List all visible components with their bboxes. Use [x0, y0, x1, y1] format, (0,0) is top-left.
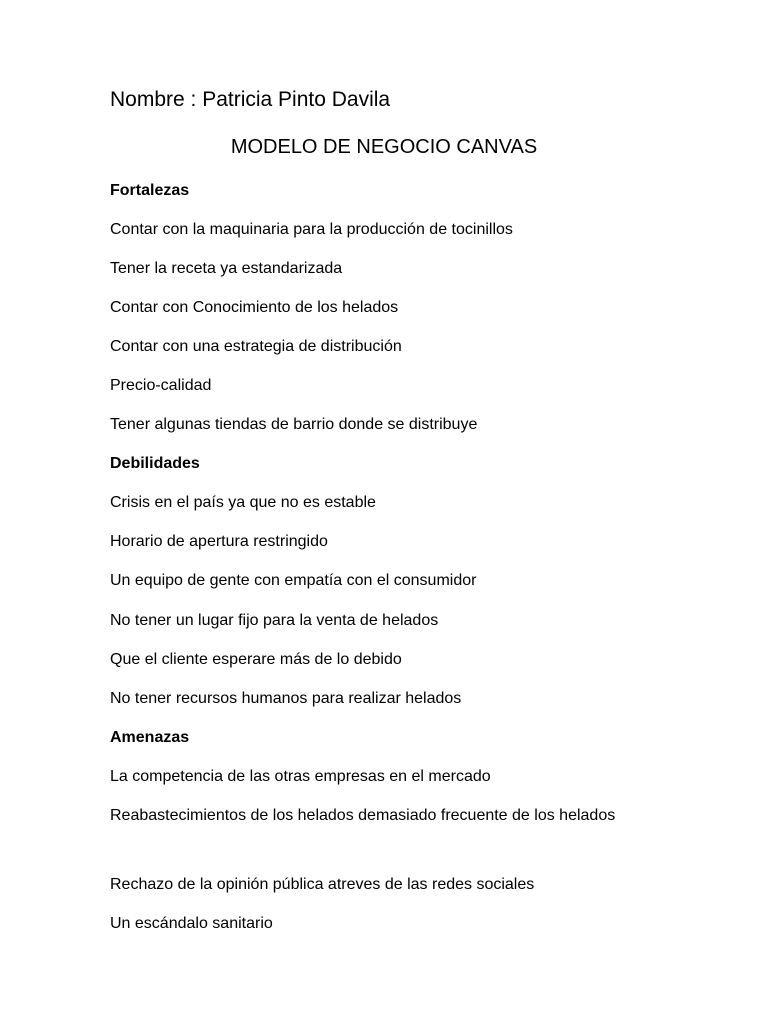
list-item: Que el cliente esperare más de lo debido [110, 651, 402, 668]
list-item: No tener recursos humanos para realizar helados [110, 690, 462, 707]
list-item: Tener algunas tiendas de barrio donde se distribuye [110, 416, 478, 433]
list-item: Contar con la maquinaria para la producción de tocinillos [110, 221, 513, 238]
list-item: Precio-calidad [110, 377, 212, 394]
list-item: Un escándalo sanitario [110, 915, 273, 932]
list-item: Contar con una estrategia de distribución [110, 338, 402, 355]
list-item: Un equipo de gente con empatía con el consumidor [110, 572, 477, 589]
list-item: Rechazo de la opinión pública atreves de las redes sociales [110, 876, 535, 893]
list-item: Tener la receta ya estandarizada [110, 260, 343, 277]
section-heading-fortalezas: Fortalezas [110, 182, 190, 199]
section-heading-amenazas: Amenazas [110, 729, 190, 746]
list-item: Reabastecimientos de los helados demasiado frecuente de los helados [110, 807, 616, 824]
list-item: La competencia de las otras empresas en el mercado [110, 768, 491, 785]
author-name-line: Nombre : Patricia Pinto Davila [110, 88, 391, 111]
document-title: MODELO DE NEGOCIO CANVAS [230, 136, 538, 158]
list-item: Horario de apertura restringido [110, 533, 328, 550]
list-item: Contar con Conocimiento de los helados [110, 299, 399, 316]
list-item: Crisis en el país ya que no es estable [110, 494, 376, 511]
list-item: No tener un lugar fijo para la venta de helados [110, 612, 439, 629]
section-heading-debilidades: Debilidades [110, 455, 200, 472]
